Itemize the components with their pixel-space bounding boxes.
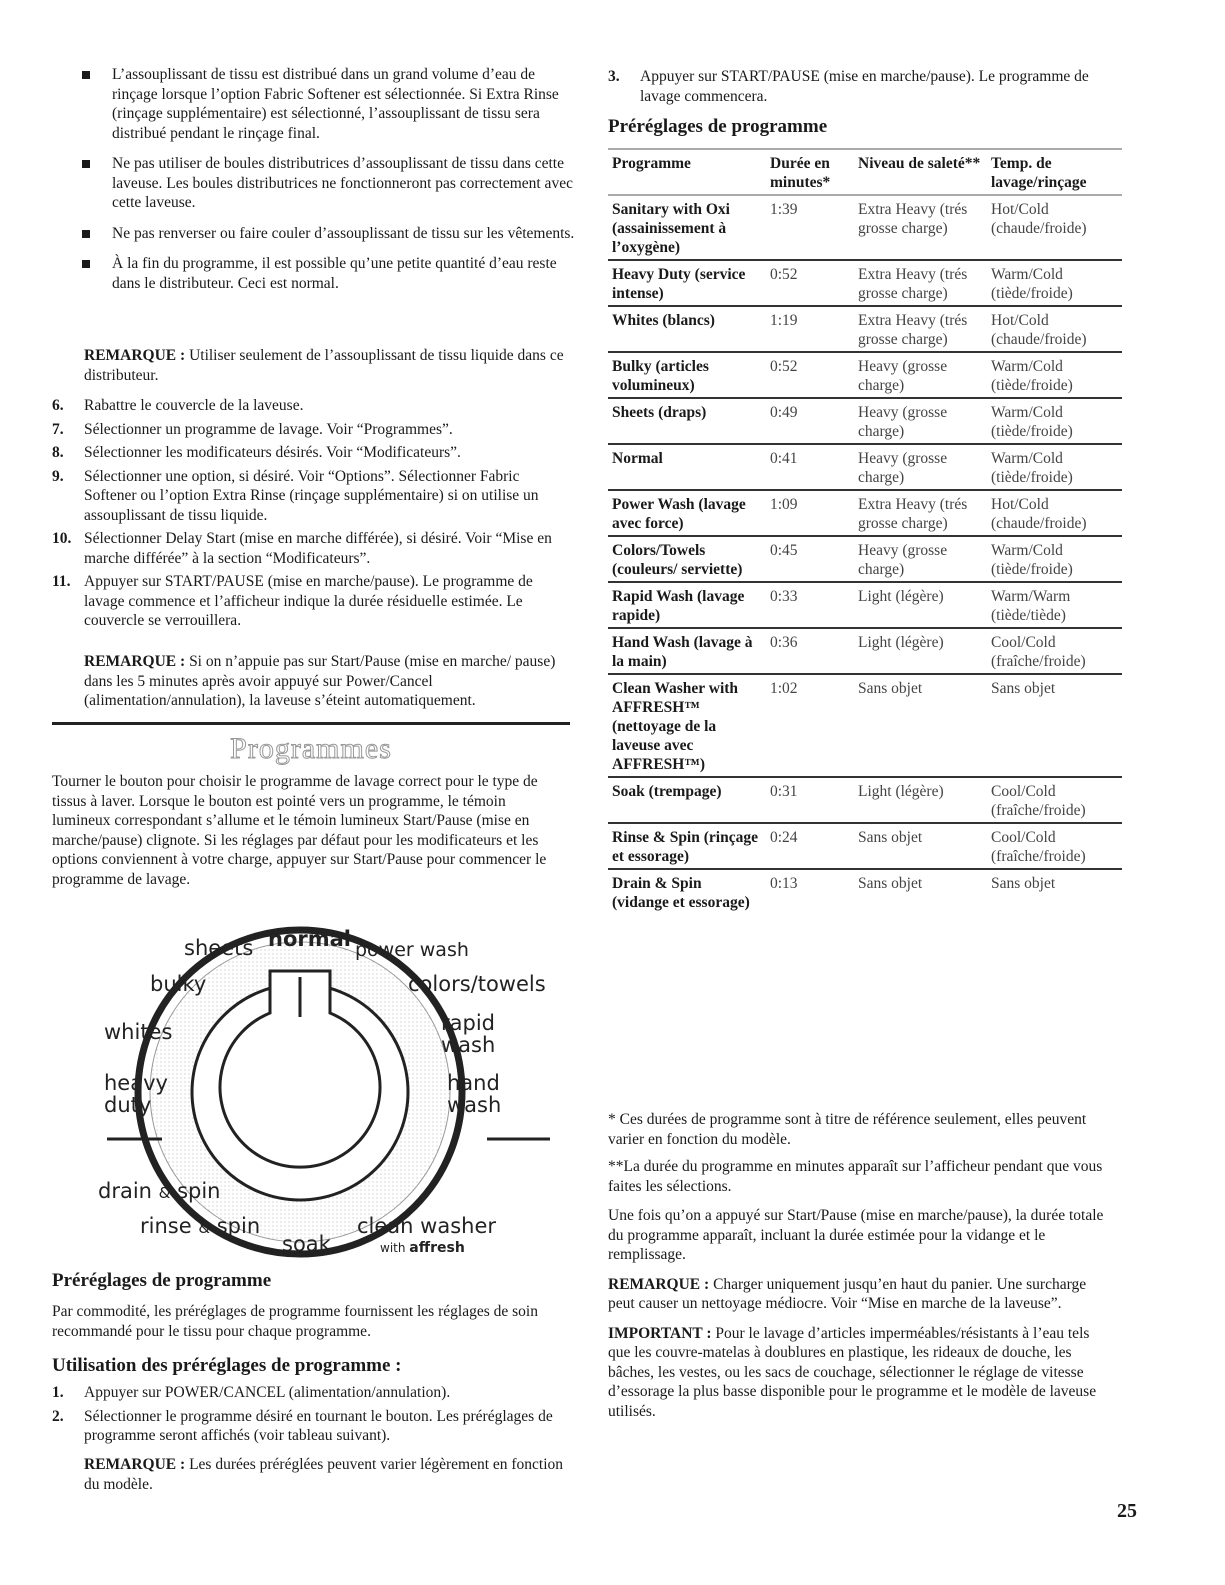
step-number: 1. — [52, 1384, 64, 1401]
cell-duration: 0:52 — [766, 352, 854, 398]
presets-text: Par commodité, les préréglages de programme fournissent les réglages de soin recommandé pour le tissu pour chaque programme. — [52, 1303, 538, 1340]
dial-label-rinse-spin — [140, 1215, 260, 1239]
step-item — [52, 1407, 577, 1446]
dial-label-rapid: rapid — [441, 1011, 495, 1035]
cell-temperature: Warm/Cold (tiède/froide) — [987, 260, 1122, 306]
step-text: Sélectionner Delay Start (mise en marche différée), si désiré. Voir “Mise en marche différée” à la section “Modificateurs”. — [84, 530, 552, 567]
step-text: Sélectionner un programme de lavage. Voir “Programmes”. — [84, 420, 453, 438]
table-row — [608, 628, 1122, 674]
bullet-text: Ne pas utiliser de boules distributrices d’assouplissant de tissu dans cette laveuse. Les boules distributrices ne fonctionneront pas correctement avec cette laveuse. — [112, 155, 573, 211]
step-number: 6. — [52, 397, 64, 414]
step-item — [608, 67, 1110, 106]
cell-programme: Drain & Spin (vidange et essorage) — [608, 869, 766, 914]
dial-label-heavy: heavy — [104, 1071, 168, 1095]
table-row — [608, 444, 1122, 490]
table-row — [608, 823, 1122, 869]
cell-soil-level: Extra Heavy (trés grosse charge) — [854, 490, 987, 536]
header-duration: Durée en minutes* — [766, 149, 854, 195]
dial-label-with-affresh — [380, 1237, 465, 1259]
cell-soil-level: Light (légère) — [854, 628, 987, 674]
cell-programme: Hand Wash (lavage à la main) — [608, 628, 766, 674]
cell-programme: Clean Washer with AFFRESH™ (nettoyage de la laveuse avec AFFRESH™) — [608, 674, 766, 777]
step-item — [52, 1383, 577, 1403]
remark-load — [608, 1275, 1113, 1314]
cell-programme: Heavy Duty (service intense) — [608, 260, 766, 306]
cell-programme: Power Wash (lavage avec force) — [608, 490, 766, 536]
remark-label: REMARQUE : — [84, 653, 186, 670]
cycle-dial-illustration — [92, 925, 552, 1265]
remark-text: Charger uniquement jusqu’en haut du panier. Une surcharge peut causer un nettoyage médiocre. Voir “Mise en marche de la laveuse”. — [608, 1275, 1087, 1312]
table-row — [608, 777, 1122, 823]
cell-duration: 0:13 — [766, 869, 854, 914]
dial-label-spin: spin — [216, 1214, 261, 1238]
cell-temperature: Cool/Cold (fraîche/froide) — [987, 823, 1122, 869]
dial-label-whites: whites — [104, 1020, 173, 1044]
use-presets-steps — [52, 1383, 577, 1450]
step-item — [52, 467, 572, 526]
important-label: IMPORTANT : — [608, 1324, 712, 1342]
header-soil-level: Niveau de saleté** — [854, 149, 987, 195]
section-divider — [52, 722, 570, 725]
table-row — [608, 260, 1122, 306]
bullet-square-icon — [82, 230, 90, 238]
presets-table-wrapper — [608, 148, 1122, 914]
cell-programme: Rinse & Spin (rinçage et essorage) — [608, 823, 766, 869]
step-number: 9. — [52, 467, 64, 485]
step-text: Appuyer sur POWER/CANCEL (alimentation/annulation). — [84, 1384, 451, 1401]
cell-soil-level: Extra Heavy (trés grosse charge) — [854, 306, 987, 352]
header-temperature: Temp. de lavage/rinçage — [987, 149, 1122, 195]
step-text: Sélectionner le programme désiré en tournant le bouton. Les préréglages de programme seront affichés (voir tableau suivant). — [84, 1407, 553, 1444]
cell-duration: 0:31 — [766, 777, 854, 823]
cell-temperature: Warm/Warm (tiède/tiède) — [987, 582, 1122, 628]
cell-programme: Colors/Towels (couleurs/ serviette) — [608, 536, 766, 582]
cell-temperature: Sans objet — [987, 869, 1122, 914]
step-number: 11. — [52, 573, 71, 590]
cell-duration: 1:39 — [766, 195, 854, 260]
remark-softener — [84, 346, 582, 385]
dial-label-colors-towels: colors/towels — [408, 972, 546, 996]
table-row — [608, 398, 1122, 444]
programmes-intro: Tourner le bouton pour choisir le programme de lavage correct pour le type de tissus à laver. Lorsque le bouton est pointé vers un programme, le témoin lumineux correspondant s’allume et le témoin lumineux Start/Pause (mise en marche/pause) clignote. Si les réglages par défaut pour les modificateurs et les options conviennent à votre charge, appuyer sur Start/Pause pour commencer le programme de lavage. — [52, 773, 547, 888]
bullet-square-icon — [82, 160, 90, 168]
table-row — [608, 490, 1122, 536]
cell-duration: 0:45 — [766, 536, 854, 582]
cell-programme: Normal — [608, 444, 766, 490]
step-text: Rabattre le couvercle de la laveuse. — [84, 397, 304, 414]
step-item — [52, 396, 572, 416]
cell-temperature: Hot/Cold (chaude/froide) — [987, 306, 1122, 352]
steps-list — [52, 396, 572, 635]
step-text: Sélectionner les modificateurs désirés. Voir “Modificateurs”. — [84, 444, 461, 461]
cell-soil-level: Sans objet — [854, 823, 987, 869]
cell-duration: 1:09 — [766, 490, 854, 536]
dial-label-with: with — [380, 1241, 406, 1255]
cell-duration: 0:36 — [766, 628, 854, 674]
cell-programme: Sheets (draps) — [608, 398, 766, 444]
header-programme: Programme — [608, 149, 766, 195]
cell-programme: Rapid Wash (lavage rapide) — [608, 582, 766, 628]
dial-label-ampersand: & — [158, 1184, 171, 1202]
dial-label-sheets: sheets — [184, 936, 254, 960]
remark-label: REMARQUE : — [84, 1456, 186, 1473]
cell-temperature: Warm/Cold (tiède/froide) — [987, 444, 1122, 490]
step-number: 2. — [52, 1407, 64, 1425]
affresh-logo: affresh — [409, 1240, 465, 1256]
page-number: 25 — [1117, 1500, 1137, 1522]
dial-label-hand-wash: wash — [447, 1093, 502, 1117]
cell-soil-level: Sans objet — [854, 869, 987, 914]
dial-label-soak: soak — [282, 1232, 331, 1256]
cell-temperature: Warm/Cold (tiède/froide) — [987, 398, 1122, 444]
dial-label-power-wash: power wash — [355, 939, 469, 961]
cell-programme: Bulky (articles volumineux) — [608, 352, 766, 398]
dial-label-rapid-wash: wash — [441, 1033, 496, 1057]
table-row — [608, 582, 1122, 628]
table-heading: Préréglages de programme — [608, 116, 828, 137]
footnote-display: **La durée du programme en minutes apparaît sur l’afficheur pendant que vous faites les sélections. — [608, 1158, 1103, 1195]
table-row — [608, 195, 1122, 260]
remark-label: REMARQUE : — [608, 1275, 710, 1293]
presets-table — [608, 148, 1122, 914]
dial-label-duty: duty — [104, 1093, 152, 1117]
remark-text: Les durées préréglées peuvent varier légèrement en fonction du modèle. — [84, 1456, 564, 1493]
dial-label-bulky: bulky — [150, 972, 207, 996]
remark-auto-off — [84, 652, 574, 711]
cell-soil-level: Extra Heavy (trés grosse charge) — [854, 260, 987, 306]
dial-label-ampersand: & — [198, 1219, 211, 1237]
table-row — [608, 674, 1122, 777]
cell-temperature: Warm/Cold (tiède/froide) — [987, 352, 1122, 398]
cell-soil-level: Heavy (grosse charge) — [854, 352, 987, 398]
cell-duration: 0:24 — [766, 823, 854, 869]
table-row — [608, 536, 1122, 582]
cell-soil-level: Heavy (grosse charge) — [854, 444, 987, 490]
step-item — [52, 420, 572, 440]
dial-label-clean-washer: clean washer — [357, 1214, 497, 1238]
bullet-item — [82, 224, 582, 244]
cell-soil-level: Light (légère) — [854, 582, 987, 628]
bullet-item — [82, 254, 582, 293]
after-table-notes — [608, 1110, 1113, 1421]
cell-temperature: Cool/Cold (fraîche/froide) — [987, 777, 1122, 823]
cell-duration: 0:33 — [766, 582, 854, 628]
remark-text: Utiliser seulement de l’assouplissant de tissu liquide dans ce distributeur. — [84, 347, 564, 384]
step-number: 7. — [52, 420, 64, 438]
dial-label-hand: hand — [447, 1071, 500, 1095]
footnote-durations: * Ces durées de programme sont à titre de référence seulement, elles peuvent varier en fonction du modèle. — [608, 1111, 1087, 1148]
bullet-square-icon — [82, 71, 90, 79]
cell-duration: 0:49 — [766, 398, 854, 444]
bullet-square-icon — [82, 260, 90, 268]
table-row — [608, 306, 1122, 352]
cell-duration: 1:19 — [766, 306, 854, 352]
dial-label-drain-spin — [98, 1180, 220, 1204]
dial-label-rinse: rinse — [140, 1214, 192, 1238]
remark-presets — [84, 1455, 574, 1494]
table-row — [608, 869, 1122, 914]
total-duration-text: Une fois qu’on a appuyé sur Start/Pause (mise en marche/pause), la durée totale du programme apparaît, incluant la durée estimée pour la vidange et le remplissage. — [608, 1207, 1104, 1263]
step-text: Sélectionner une option, si désiré. Voir “Options”. Sélectionner Fabric Softener ou l’option Extra Rinse (rinçage supplémentaire) si on utilise un assouplissant de tissu liquide. — [84, 467, 539, 524]
cell-duration: 0:52 — [766, 260, 854, 306]
programmes-title: Programmes — [230, 732, 392, 765]
cell-temperature: Warm/Cold (tiède/froide) — [987, 536, 1122, 582]
step-text: Appuyer sur START/PAUSE (mise en marche/pause). Le programme de lavage commencera. — [640, 68, 1089, 105]
step-item — [52, 572, 572, 631]
cell-soil-level: Extra Heavy (trés grosse charge) — [854, 195, 987, 260]
dial-label-normal: normal — [268, 927, 351, 951]
bullet-item — [82, 65, 582, 143]
step-item — [52, 529, 572, 568]
cell-soil-level: Heavy (grosse charge) — [854, 398, 987, 444]
cell-programme: Whites (blancs) — [608, 306, 766, 352]
dial-label-drain: drain — [98, 1179, 152, 1203]
cell-programme: Soak (trempage) — [608, 777, 766, 823]
cell-soil-level: Light (légère) — [854, 777, 987, 823]
table-header-row — [608, 149, 1122, 195]
step-number: 8. — [52, 444, 64, 461]
step-item — [52, 443, 572, 463]
cell-temperature: Hot/Cold (chaude/froide) — [987, 195, 1122, 260]
important-text: Pour le lavage d’articles imperméables/résistants à l’eau tels que les couvre-matelas à doublures en plastique, les rideaux de douche, les bâches, les vestes, ou les sacs de couchage, sélectionner le réglage de vitesse d’essorage la plus basse disponible pour le programme et le modèle de laveuse utilisés. — [608, 1324, 1097, 1420]
bullet-text: Ne pas renverser ou faire couler d’assouplissant de tissu sur les vêtements. — [112, 224, 575, 242]
cell-programme: Sanitary with Oxi (assainissement à l’oxygène) — [608, 195, 766, 260]
use-presets-heading: Utilisation des préréglages de programme : — [52, 1355, 402, 1376]
cell-soil-level: Heavy (grosse charge) — [854, 536, 987, 582]
table-row — [608, 352, 1122, 398]
presets-heading: Préréglages de programme — [52, 1270, 272, 1291]
bullet-text: À la fin du programme, il est possible qu’une petite quantité d’eau reste dans le distributeur. Ceci est normal. — [112, 255, 557, 292]
softener-bullet-list — [82, 65, 582, 304]
cell-duration: 1:02 — [766, 674, 854, 777]
bullet-item — [82, 154, 582, 213]
cell-temperature: Hot/Cold (chaude/froide) — [987, 490, 1122, 536]
bullet-text: L’assouplissant de tissu est distribué dans un grand volume d’eau de rinçage lorsque l’option Fabric Softener est sélectionnée. Si Extra Rinse (rinçage supplémentaire) est sélectionné, l’assouplissant de tissu sera distribué pendant le rinçage final. — [112, 66, 559, 142]
remark-text: Si on n’appuie pas sur Start/Pause (mise en marche/ pause) dans les 5 minutes après avoir appuyé sur Power/Cancel (alimentation/annulation), la laveuse s’éteint automatiquement. — [84, 653, 556, 709]
cell-soil-level: Sans objet — [854, 674, 987, 777]
cell-duration: 0:41 — [766, 444, 854, 490]
dial-label-spin: spin — [177, 1179, 221, 1203]
step-number: 10. — [52, 530, 72, 547]
step-number: 3. — [608, 68, 620, 85]
remark-label: REMARQUE : — [84, 347, 186, 364]
step-text: Appuyer sur START/PAUSE (mise en marche/pause). Le programme de lavage commence et l’afficheur indique la durée résiduelle estimée. Le couvercle se verrouillera. — [84, 573, 533, 629]
important-waterproof — [608, 1324, 1113, 1422]
cell-temperature: Cool/Cold (fraîche/froide) — [987, 628, 1122, 674]
cell-temperature: Sans objet — [987, 674, 1122, 777]
